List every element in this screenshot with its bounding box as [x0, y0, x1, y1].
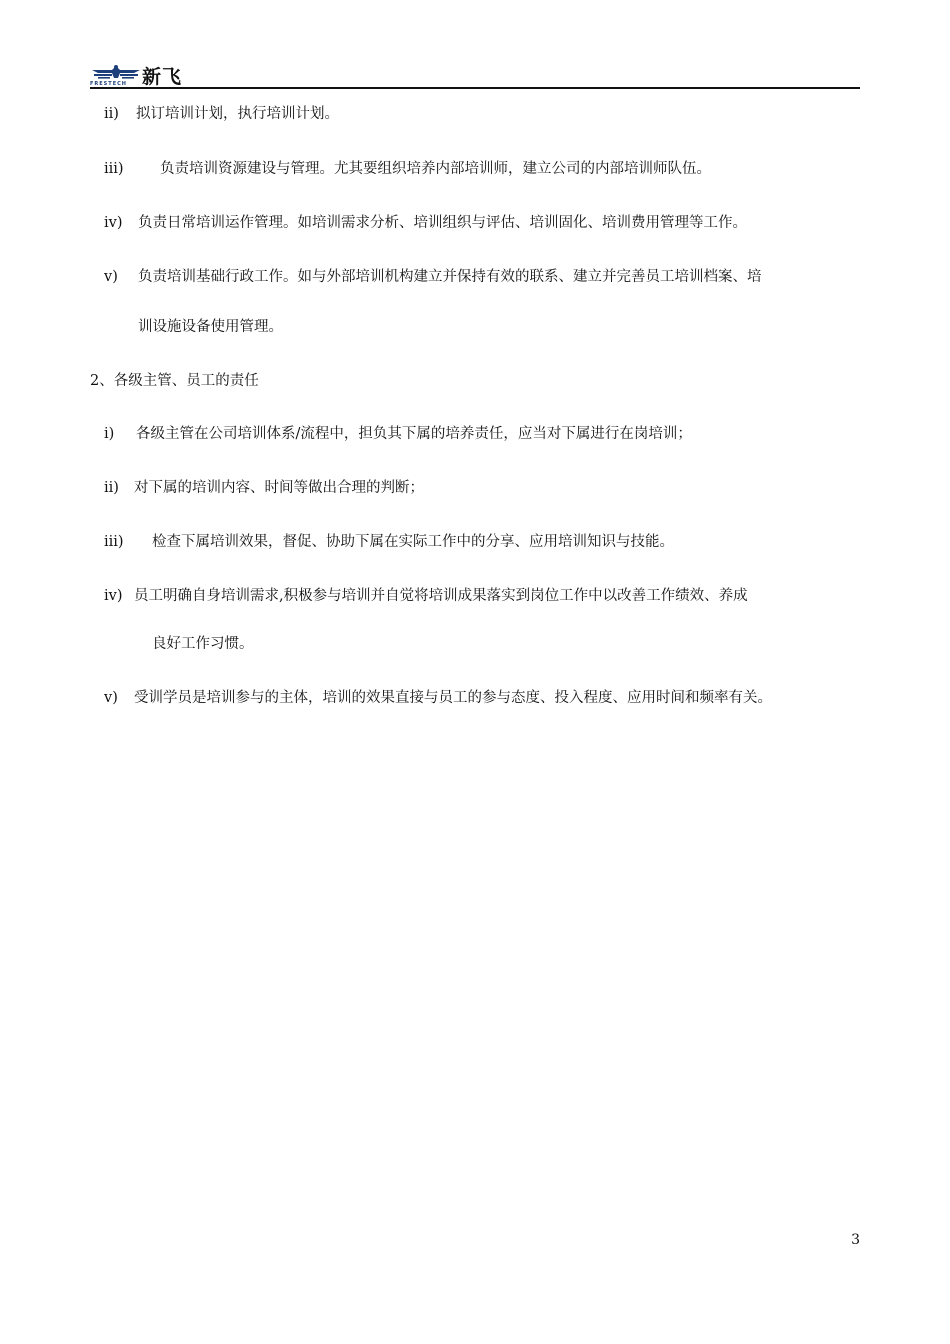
list-item: [104, 586, 748, 606]
section-heading: [90, 371, 259, 391]
list-item: [104, 688, 772, 708]
list-marker: v): [104, 690, 118, 706]
list-marker: i): [104, 426, 115, 442]
header-divider: [90, 87, 860, 89]
heading-text: 2、各级主管、员工的责任: [90, 373, 259, 389]
logo-brand-text: 新飞: [142, 66, 183, 88]
list-text: 拟订培训计划，执行培训计划。: [136, 106, 339, 122]
list-item: [104, 267, 762, 287]
list-marker: ii): [104, 106, 119, 122]
list-text: 各级主管在公司培训体系/流程中，担负其下属的培养责任，应当对下属进行在岗培训；: [136, 426, 692, 442]
list-text: 良好工作习惯。: [152, 636, 254, 652]
list-text: 受训学员是培训参与的主体，培训的效果直接与员工的参与态度、投入程度、应用时间和频率有关。: [134, 690, 772, 706]
list-item: [104, 532, 674, 552]
company-logo: [90, 62, 202, 88]
page-number: 3: [851, 1232, 860, 1248]
logo-subtitle: FRESTECH: [90, 81, 127, 87]
list-text: 检查下属培训效果，督促、协助下属在实际工作中的分享、应用培训知识与技能。: [152, 534, 674, 550]
list-item: [104, 104, 339, 124]
list-text: 负责培训基础行政工作。如与外部培训机构建立并保持有效的联系、建立并完善员工培训档案、培: [138, 269, 762, 285]
list-item: [104, 213, 747, 233]
page-header: [90, 62, 860, 88]
list-marker: ii): [104, 480, 119, 496]
list-marker: v): [104, 269, 118, 285]
list-item: [104, 159, 711, 179]
list-text: 员工明确自身培训需求,积极参与培训并自觉将培训成果落实到岗位工作中以改善工作绩效、养成: [134, 588, 748, 604]
list-item-continuation: [138, 317, 283, 337]
list-text: 负责培训资源建设与管理。尤其要组织培养内部培训师，建立公司的内部培训师队伍。: [160, 161, 711, 177]
list-marker: iv): [104, 215, 123, 231]
list-item: [104, 478, 424, 498]
list-marker: iv): [104, 588, 123, 604]
list-text: 训设施设备使用管理。: [138, 319, 283, 335]
list-text: 对下属的培训内容、时间等做出合理的判断；: [134, 480, 424, 496]
list-item-continuation: [152, 634, 254, 654]
list-marker: iii): [104, 161, 124, 177]
list-text: 负责日常培训运作管理。如培训需求分析、培训组织与评估、培训固化、培训费用管理等工作。: [138, 215, 747, 231]
list-marker: iii): [104, 534, 124, 550]
list-item: [104, 424, 692, 444]
